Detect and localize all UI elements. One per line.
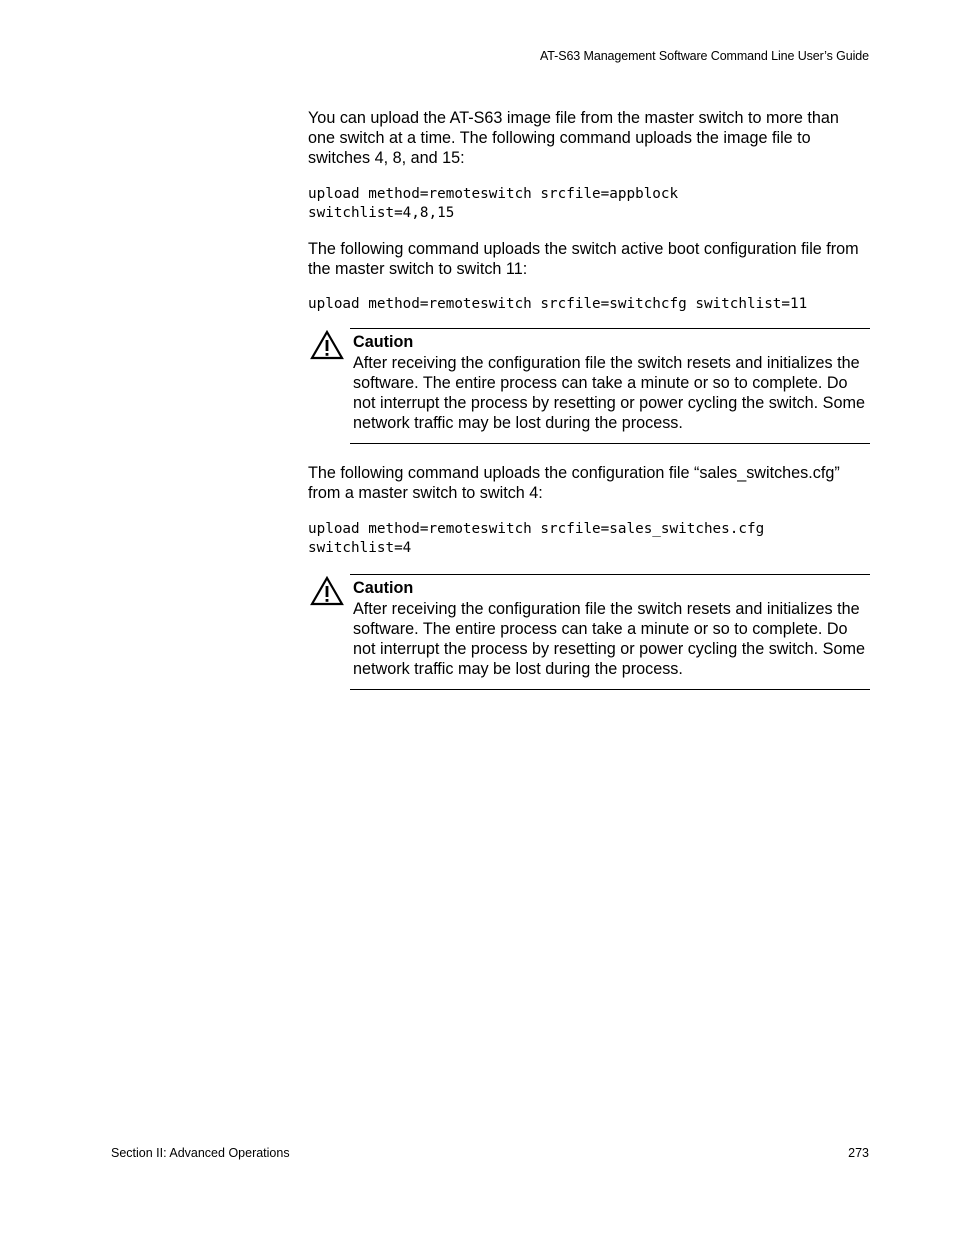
caution-title: Caution	[353, 579, 414, 598]
footer-section: Section II: Advanced Operations	[111, 1146, 290, 1160]
code-example-appblock: upload method=remoteswitch srcfile=appblock switchlist=4,8,15	[308, 185, 679, 221]
caution-box-1	[350, 328, 870, 444]
paragraph-image-upload: You can upload the AT-S63 image file from the master switch to more than one switch at a time. The following command uploads the image file to switches 4, 8, and 15:	[308, 109, 839, 168]
caution-text: After receiving the configuration file the switch resets and initializes the software. The entire process can take a minute or so to complete. Do not interrupt the process by resetting or power cycling the switch. Some network traffic may be lost during the process.	[353, 354, 865, 433]
paragraph-sales-config: The following command uploads the configuration file “sales_switches.cfg” from a master switch to switch 4:	[308, 464, 840, 503]
running-header: AT-S63 Management Software Command Line User’s Guide	[540, 49, 869, 63]
warning-icon	[310, 330, 344, 360]
caution-text: After receiving the configuration file the switch resets and initializes the software. The entire process can take a minute or so to complete. Do not interrupt the process by resetting or power cycling the switch. Some network traffic may be lost during the process.	[353, 600, 865, 679]
code-example-switchcfg: upload method=remoteswitch srcfile=switchcfg switchlist=11	[308, 296, 808, 313]
page-content	[308, 108, 870, 690]
caution-box-2	[350, 574, 870, 690]
paragraph-boot-config: The following command uploads the switch active boot configuration file from the master switch to switch 11:	[308, 239, 859, 278]
caution-title: Caution	[353, 333, 414, 352]
code-example-sales-switches: upload method=remoteswitch srcfile=sales_switches.cfg switchlist=4	[308, 521, 765, 557]
page-number: 273	[848, 1146, 869, 1160]
warning-icon	[310, 576, 344, 606]
